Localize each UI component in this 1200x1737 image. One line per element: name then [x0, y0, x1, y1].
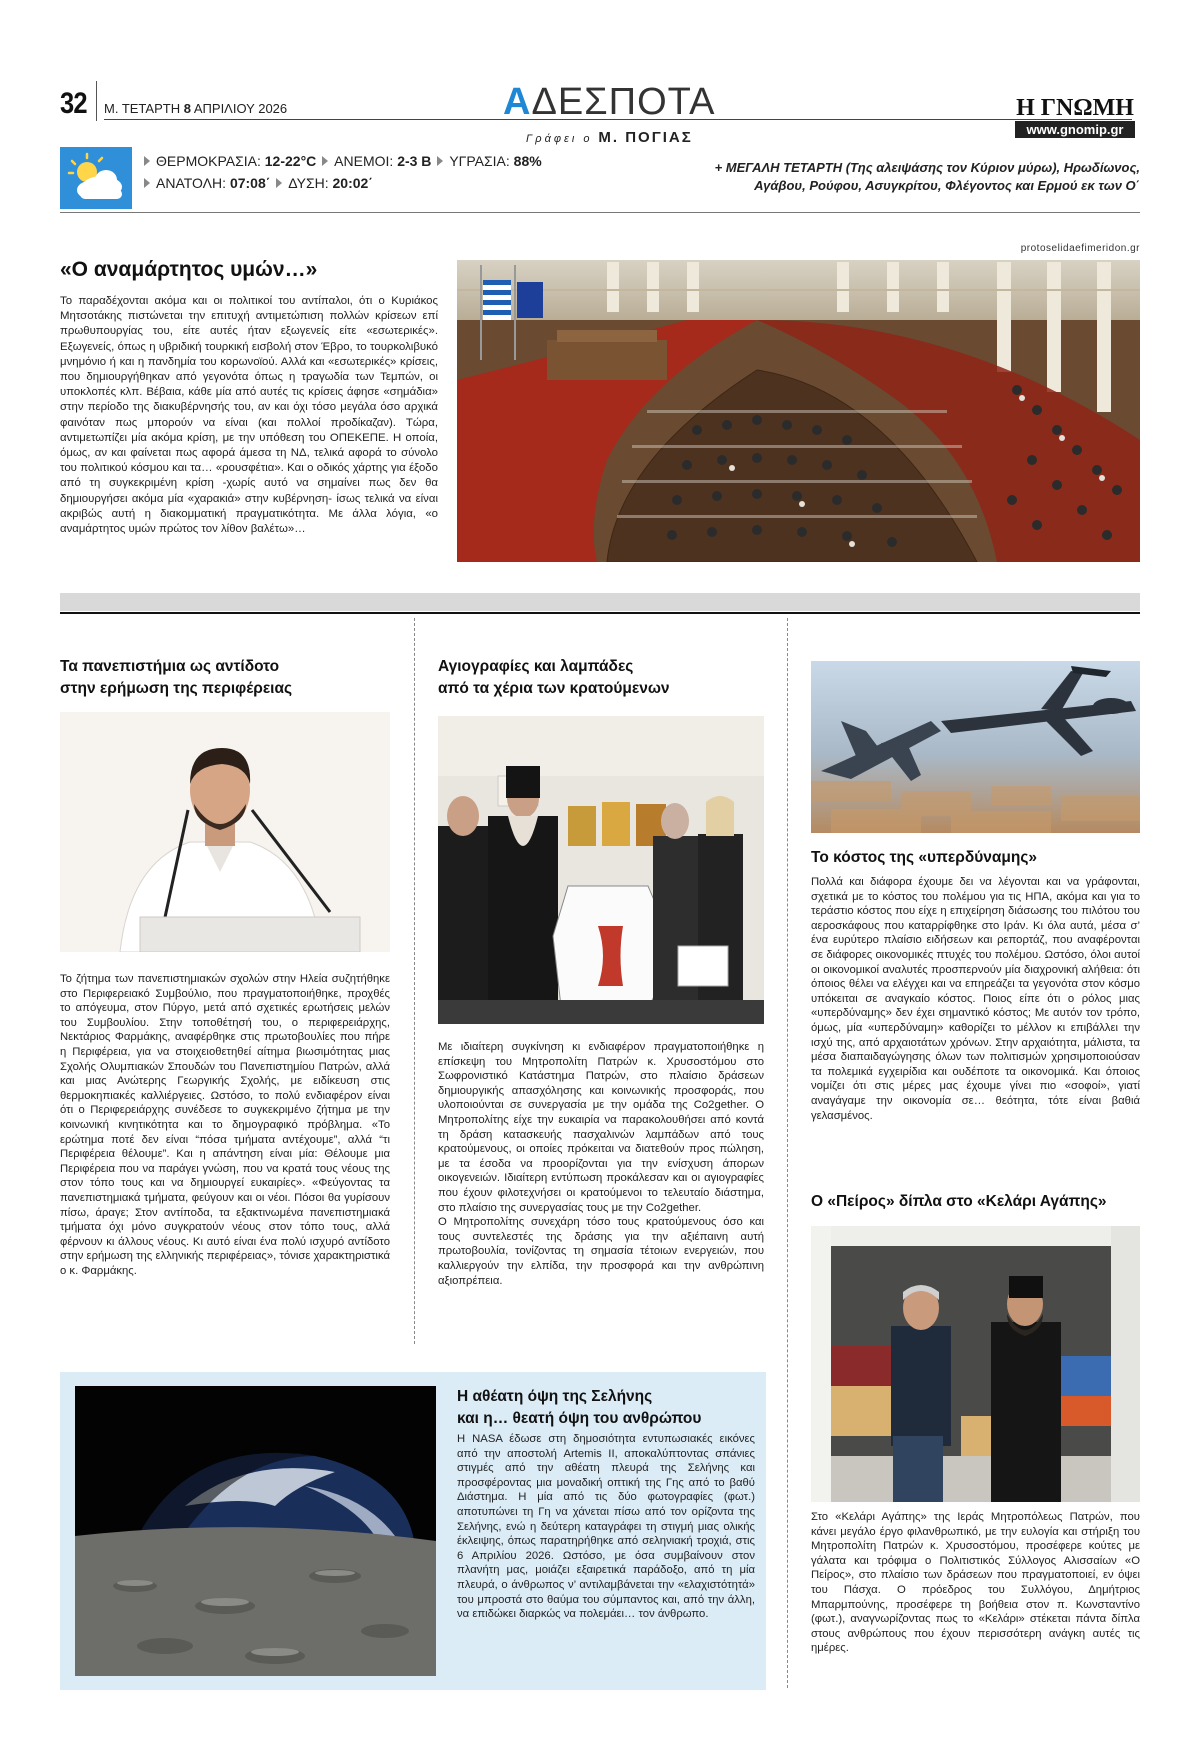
weather-rule [60, 212, 1140, 213]
humidity-label: ΥΓΡΑΣΙΑ: [449, 153, 510, 169]
universities-title [60, 656, 400, 700]
universities-body: Το ζήτημα των πανεπιστημιακών σχολών στην Ηλεία συζητήθηκε στο Περιφερειακό Συμβούλιο, που πραγματοποιήθηκε, προχθές το απόγευμα, στον Πύργο, μετά από σχετικές ερωτήσεις μελών του Συμβουλίου. Στην τοποθέτησή του, ο περιφερειάρχης, Νεκτάριος Φαρμάκης, αναφέρθηκε στις πρωτοβουλίες που πήρε η Περιφέρεια, για να στοιχειοθετηθεί αίτημα βιωσιμότητας μιας Σχολής Ολυμπιακών Σπουδών του Πανεπιστημίου Πατρών, αλλά και μιας Ανώτερης Γεωργικής Σχολής, με ειδίκευση στις θερμοκηπιακές καλλιέργειες. Ωστόσο, το πολύ ενδιαφέρον είναι ότι ο Περιφερειάρχης συνέδεσε το συγκεκριμένο ζήτημα με την κοινωνική κινητικότητα και το δημογραφικό πρόβλημα. «Το ερώτημα ποτέ δεν είναι “πόσα τμήματα αντέχουμε”, αλλά “τι Περιφέρεια θέλουμε”. Και η απάντηση είναι μία: Θέλουμε μια Περιφέρεια που να παράγει γνώση, που να κρατά τους νέους της στον τόπο τους και να δημιουργεί ευκαιρίες». «Φεύγοντας τα πανεπιστημιακά τμήματα, φεύγουν και οι νέοι. Πόσοι θα γυρίσουν πίσω, άραγε; Στον αντίποδα, τα εξακτινωμένα πανεπιστημιακά τμήματα όχι μόνο συγκρατούν νέους στον τόπο τους, αλλά φέρνουν κι άλλους νέους. Κι αυτό είναι ένα πολύ ισχυρό αντίδοτο στην ερήμωση της ελληνικής περιφέρειας», τόνισε χαρακτηριστικά ο κ. Φαρμάκης. [60, 973, 390, 1277]
peiros-title: Ο «Πείρος» δίπλα στο «Κελάρι Αγάπης» [811, 1193, 1107, 1210]
temp-label: ΘΕΡΜΟΚΡΑΣΙΑ: [156, 153, 261, 169]
page-number: 32 [60, 87, 87, 120]
column-title [503, 81, 715, 124]
byline [526, 129, 693, 146]
moon-title-line1: Η αθέατη όψη της Σελήνης [457, 1388, 653, 1405]
source-credit[interactable]: protoselidaefimeridon.gr [1020, 243, 1140, 254]
power-body: Πολλά και διάφορα έχουμε δει να λέγονται και να γράφονται, σχετικά με το κόστος του πολέμου για τις ΗΠΑ, ακόμα και για το τεράστιο κόστος που είχε η επιχείρηση διάσωσης του πιλότου του αεροσκάφους που καταρρίφθηκε στο Ιράν. Κι όλα αυτά, μέσα σ’ ένα ευρύτερο πλαίσιο ειδήσεων και ρεπορτάζ, που αναφέρονται σε διάφορες οικονομικές πτυχές του πολέμου. Ωστόσο, όλοι αυτοί οι οικονομικοί αναλυτές προσπερνούν μία διαχρονική αλήθεια: ότι όποιος θέλει να ελέγχει και να επηρεάζει τα γεγονότα στον κόσμο υπόκειται σε αναγκαίο κόστος. Ποιος είπε ότι ο ρόλος μιας «υπερδύναμης» δεν έχει σημαντικό κόστος; Με αυτόν τον τρόπο, όμως, μία «υπερδύναμη» καθορίζει το μέλλον κι επιβάλλει την ισχύ της, από αρχαιοτάτων χρόνων. Στην αρχαιότητα, μάλιστα, τα μέσα διαπαιδαγώγησης όλων των πολιτισμών χρησιμοποιούσαν τα πολεμικά εγχειρίδια και ουδέποτε τα οικονομικά. Και όποιος νομίζει ότι στις μέρες μας έχουμε γίνει πιο «σοφοί», γιατί αναγάγαμε την οικονομία σε… θεότητα, τότε είναι βαθιά γελασμένος. [811, 876, 1140, 1122]
lead-body: Το παραδέχονται ακόμα και οι πολιτικοί του αντίπαλοι, ότι ο Κυριάκος Μητσοτάκης πιστώνεται την επιτυχή αντιμετώπιση πολλών κρίσεων επί πρωθυπουργίας του, είτε αυτές ήταν εξωγενείς είτε «εσωτερικές». Εξωγενείς, όπως η υβριδική τουρκική εισβολή στον Έβρο, το τουρκολιβυκό μνημόνιο ή και η πανδημία του κορωνοϊού. Αλλά και «εσωτερικές» κρίσεις, που δημιουργήθηκαν από γεγονότα όπως η τραγωδία των Τεμπών, οι υποκλοπές κλπ. Βέβαια, κάθε μία από αυτές τις κρίσεις άφησε «σημάδια» στην περίοδο της διακυβέρνησής του, αν και όχι τόσο μεγάλα όσο αρχικά φαινόταν πως μπορούν να είναι (και πολλοί προδίκαζαν). Τώρα, αντιμετωπίζει μία ακόμα κρίση, με την υπόθεση του ΟΠΕΚΕΠΕ. Η οποία, όμως, αν και φαίνεται πως αφορά άμεσα τη ΝΔ, τελικά αφορά το σύνολο του πολιτικού κόσμου και τα… «ρουσφέτια». Και ο οδικός χάρτης για έξοδο από τη συγκεκριμένη κρίση -χωρίς αυτό να σημαίνει πως δεν θα δημιουργήσει ακόμα μία «χαρακιά» στην κυβέρνηση- ίσως τελικά να είναι ακριβώς αυτή η διακομματική πραγματικότητα. Με άλλα λόγια, «ο αναμάρτητος υμών πρώτος τον λίθον βαλέτω»… [60, 295, 438, 536]
temp-value: 12-22°C [264, 153, 317, 169]
logo-url: www.gnomip.gr [1015, 121, 1135, 138]
icons-title [438, 656, 778, 700]
moon-title-line2: και η… θεατή όψη του ανθρώπου [457, 1410, 702, 1427]
farmakis-photo [60, 712, 390, 952]
moon-body: Η NASA έδωσε στη δημοσιότητα εντυπωσιακές εικόνες από την αποστολή Artemis II, αποκαλύπτοντας σπάνιες στιγμές από την αθέατη πλευρά της Σελήνης και προσφέροντας μια μοναδική οπτική της Γης από το βαθύ Διάστημα. Η μία από τις δύο φωτογραφίες (φωτ.) αποτυπώνει τη Γη να χάνεται πίσω από τον ορίζοντα της Σελήνης, ενώ η δεύτερη καταγράφει τη στιγμή μιας ολικής έκλειψης, όπως παρατηρήθηκε από σεληνιακή τροχιά, στις 6 Απριλίου 2026. Ωστόσο, με όσα συμβαίνουν στον πλανήτη μας, μοιάζει εξαιρετικά παράδοξο, από τη μία πλευρά, ο άνθρωπος ν’ αντιλαμβάνεται την «ελαχιστότητά» του μπροστά στο θαύμα του σύμπαντος και, από την άλλη, να επιδώκει διαρκώς να πολεμάει… τον άνθρωπο. [457, 1433, 755, 1621]
newspaper-logo[interactable] [1015, 97, 1135, 138]
wind-label: ΑΝΕΜΟΙ: [334, 153, 394, 169]
parliament-photo [457, 260, 1140, 562]
kelari-agapis-photo [811, 1226, 1140, 1502]
universities-title-line2: στην ερήμωση της περιφέρειας [60, 680, 293, 697]
logo-name: Η ΓΝΩΜΗ [1016, 95, 1134, 121]
page-number-divider [96, 81, 97, 121]
weather-line-2 [142, 175, 373, 191]
sunset-value: 20:02΄ [332, 175, 373, 191]
byline-prefix: Γράφει ο [526, 133, 593, 145]
icons-title-line1: Αγιογραφίες και λαμπάδες [438, 658, 634, 675]
peiros-body: Στο «Κελάρι Αγάπης» της Ιεράς Μητροπόλεως Πατρών, που κάνει μεγάλο έργο φιλανθρωπικό, με την ευλογία και στήριξη του Μητροπολίτη Πατρών κ. Χρυσοστόμου, προσέφερε κούτες με γάλατα και τρόφιμα ο Πολιτιστικός Σύλλογος Αλισσαίων «Ο Πείρος», στο πλαίσιο των δράσεων που πραγματοποιεί, εν όψει του Πάσχα. Ο πρόεδρος του Συλλόγου, Δημήτριος Μπαρμπούνης, προσέφερε τη βοήθεια στον π. Κωνσταντίνο (φωτ.), αναγνωρίζοντας πως το «Κελάρι» στέκεται πάντα δίπλα στους ανθρώπους που έχουν περισσότερη ανάγκη αυτές τις ημέρες. [811, 1511, 1140, 1655]
wind-value: 2-3 Β [397, 153, 432, 169]
weather-line-1 [142, 153, 542, 169]
feast-line-1: + ΜΕΓΑΛΗ ΤΕΤΑΡΤΗ (Της αλειψάσης τον Κύριον μύρω), Ηρωδίωνος, [714, 160, 1140, 175]
metropolitan-prison-photo [438, 716, 764, 1024]
page-header [60, 81, 1140, 146]
column-title-initial: Α [503, 81, 532, 123]
date-rest: ΑΠΡΙΛΙΟΥ 2026 [193, 101, 288, 116]
section-band [60, 593, 1140, 611]
issue-date [104, 101, 287, 116]
icons-body [438, 1040, 764, 1288]
power-title: Το κόστος της «υπερδύναμης» [811, 849, 1038, 866]
moon-title [457, 1386, 757, 1430]
sunset-label: ΔΥΣΗ: [288, 175, 329, 191]
column-separator-1 [414, 618, 415, 1344]
moon-earth-photo [75, 1386, 436, 1676]
section-rule [60, 612, 1140, 614]
sunrise-label: ΑΝΑΤΟΛΗ: [156, 175, 227, 191]
date-day: 8 [183, 101, 191, 116]
fighter-jets-photo [811, 661, 1140, 833]
column-title-rest: ΔΕΣΠΟΤΑ [531, 81, 716, 123]
sunrise-value: 07:08΄ [229, 175, 271, 191]
icons-title-line2: από τα χέρια των κρατούμενων [438, 680, 670, 697]
byline-author: Μ. ΠΟΓΙΑΣ [598, 129, 693, 146]
humidity-value: 88% [513, 153, 542, 169]
lead-title: «Ο αναμάρτητος υμών…» [60, 258, 318, 281]
feast-line-2: Αγάβου, Ρούφου, Ασυγκρίτου, Φλέγοντος και Ερμού εκ των Ο΄ [754, 178, 1140, 193]
icons-body-paragraph-1: Με ιδιαίτερη συγκίνηση κι ενδιαφέρον πραγματοποιήθηκε η επίσκεψη του Μητροπολίτη Πατρών κ. Χρυσοστόμου στο Σωφρονιστικό Κατάστημα Πατρών, στο πλαίσιο δράσεων δημιουργικής απασχόλησης και κοινωνικής προσφοράς, που υλοποιούνται σε συνεργασία με την ομάδα της Co2gether. Ο Μητροπολίτης είχε την ευκαιρία να παρακολουθήσει από κοντά τη δράση κατασκευής πασχαλινών λαμπάδων από τους κρατούμενους, οι οποίες πρόκειται να διατεθούν προς πώληση, με τα έσοδα να προορίζονται για την ενίσχυση άπορων οικογενειών. Ιδιαίτερη εντύπωση προκάλεσαν και οι αγιογραφίες που έχουν φιλοτεχνήσει οι κρατούμενοι το τελευταίο διάστημα, στο πλαίσιο της συνεργασίας τους με την Co2gether. [438, 1041, 764, 1214]
universities-title-line1: Τα πανεπιστήμια ως αντίδοτο [60, 658, 280, 675]
weather-bar [60, 147, 1140, 209]
column-separator-2 [787, 618, 788, 1688]
weather-sun-cloud-icon [60, 147, 132, 209]
icons-body-paragraph-2: Ο Μητροπολίτης συνεχάρη τόσο τους κρατούμενους όσο και τους συντελεστές της δράσης για την αξιέπαινη αυτή πρωτοβουλία, τονίζοντας τη σημασία τέτοιων ενεργειών, που καλλιεργούν την ελπίδα, την προσφορά και την ανθρώπινη αξιοπρέπεια. [438, 1216, 764, 1287]
date-prefix: Μ. ΤΕΤΑΡΤΗ [104, 101, 181, 116]
feast-day [700, 159, 1140, 195]
